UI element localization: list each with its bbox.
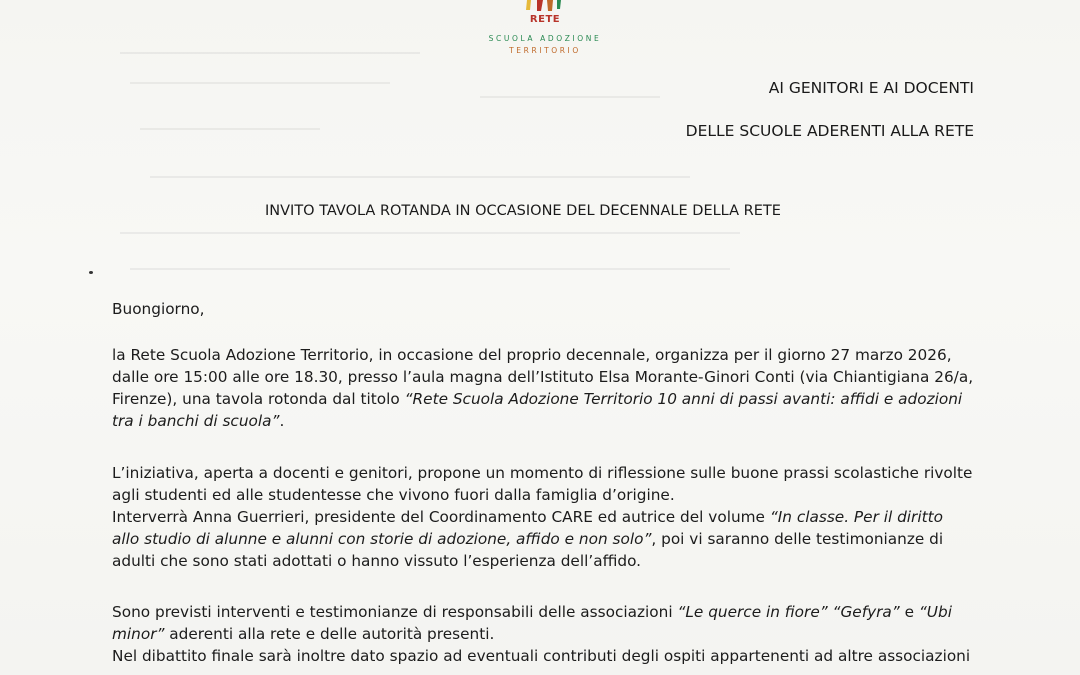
- bullet-dot: [89, 271, 93, 274]
- logo-tagline-2: TERRITORIO: [509, 46, 581, 55]
- show-through-line: [120, 232, 740, 234]
- paragraph-1-line: [112, 388, 972, 410]
- text-run: Interverrà Anna Guerrieri, presidente del Coordinamento CARE ed autrice del volume: [112, 508, 770, 526]
- text-run: .: [279, 412, 285, 430]
- logo: [470, 0, 620, 62]
- show-through-line: [120, 52, 420, 54]
- subject-heading: INVITO TAVOLA ROTANDA IN OCCASIONE DEL DECENNALE DELLA RETE: [265, 203, 781, 219]
- paragraph-3-line: [112, 601, 972, 623]
- show-through-line: [140, 128, 320, 130]
- salutation: Buongiorno,: [112, 300, 205, 318]
- paragraph-2: [112, 462, 972, 572]
- recipient-line-2: DELLE SCUOLE ADERENTI ALLA RETE: [685, 122, 974, 140]
- show-through-line: [130, 82, 390, 84]
- paragraph-3-line: Nel dibattito finale sarà inoltre dato spazio ad eventuali contributi degli ospiti appartenenti ad altre associazioni: [112, 647, 971, 665]
- text-run: e: [899, 603, 919, 621]
- paragraph-1: [112, 344, 972, 432]
- paragraph-2-line: adulti che sono stati adottati o hanno vissuto l’esperienza dell’affido.: [112, 552, 642, 570]
- show-through-line: [130, 268, 730, 270]
- logo-name: RETE: [529, 14, 561, 25]
- event-title: “Rete Scuola Adozione Territorio 10 anni di passi avanti: affidi e adozioni: [404, 390, 963, 408]
- text-run: Firenze), una tavola rotonda dal titolo: [112, 390, 405, 408]
- book-title-end: allo studio di alunne e alunni con storie di adozione, affido e non solo”: [112, 530, 652, 548]
- text-run: , poi vi saranno delle testimonianze di: [651, 530, 944, 548]
- association-name-end: minor”: [112, 625, 165, 643]
- book-title: “In classe. Per il diritto: [769, 508, 943, 526]
- paragraph-1-line: dalle ore 15:00 alle ore 18.30, presso l’aula magna dell’Istituto Elsa Morante-Ginori Conti (via Chiantigiana 26/a,: [112, 368, 974, 386]
- paragraph-2-line: [112, 528, 972, 550]
- show-through-line: [150, 176, 690, 178]
- text-run: Sono previsti interventi e testimonianze di responsabili delle associazioni: [112, 603, 678, 621]
- event-title-end: tra i banchi di scuola”: [112, 412, 280, 430]
- paragraph-1-line: [112, 410, 972, 432]
- paragraph-2-line: [112, 506, 972, 528]
- show-through-line: [480, 96, 660, 98]
- text-run: aderenti alla rete e delle autorità presenti.: [164, 625, 495, 643]
- logo-figures-icon: [507, 0, 583, 14]
- association-name: “Ubi: [918, 603, 952, 621]
- paragraph-2-line: agli studenti ed alle studentesse che vivono fuori dalla famiglia d’origine.: [112, 486, 675, 504]
- logo-tagline-1: SCUOLA ADOZIONE: [488, 34, 602, 43]
- recipient-line-1: AI GENITORI E AI DOCENTI: [768, 79, 974, 97]
- paragraph-2-line: L’iniziativa, aperta a docenti e genitori, propone un momento di riflessione sulle buone prassi scolastiche rivolte: [112, 464, 973, 482]
- paragraph-1-line: la Rete Scuola Adozione Territorio, in occasione del proprio decennale, organizza per il giorno 27 marzo 2026,: [112, 346, 952, 364]
- association-names: “Le querce in fiore” “Gefyra”: [677, 603, 900, 621]
- paragraph-3: [112, 601, 972, 667]
- paragraph-3-line: [112, 623, 972, 645]
